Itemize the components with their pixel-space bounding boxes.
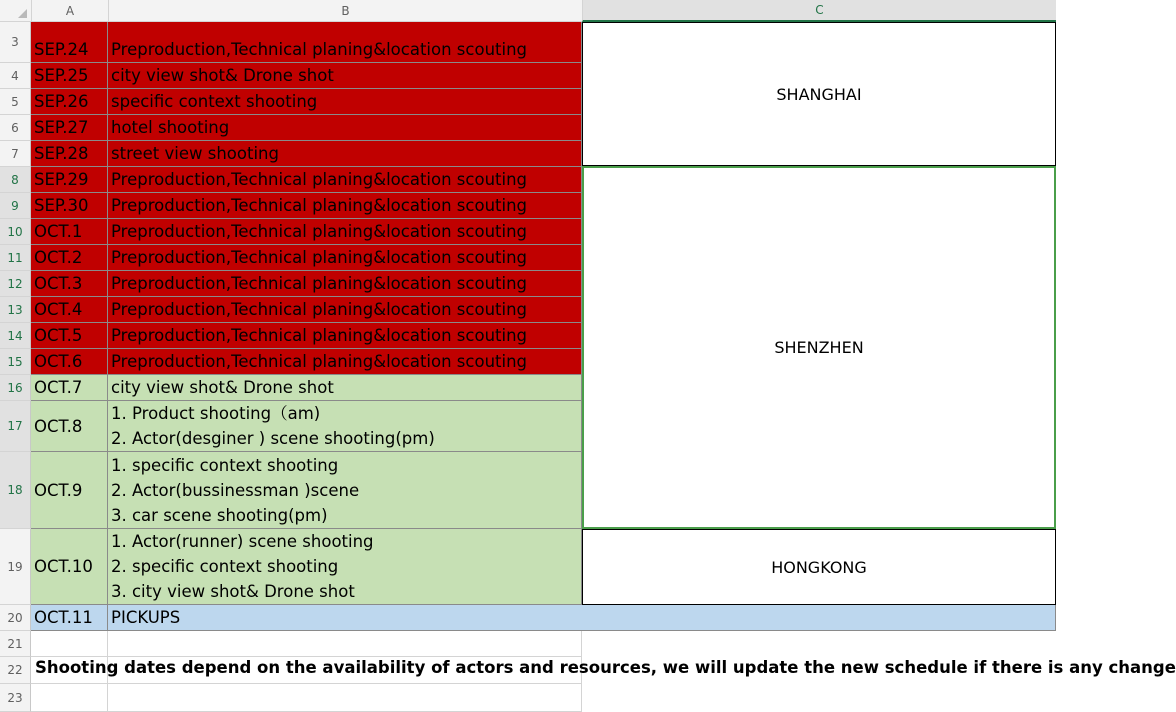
activity-line: 2. Actor(desginer ) scene shooting(pm) — [111, 429, 435, 448]
select-all-corner[interactable] — [0, 0, 31, 22]
date-cell[interactable] — [31, 401, 108, 452]
date-label: OCT.8 — [34, 416, 83, 436]
activity-cell[interactable] — [108, 529, 582, 605]
activity-cell[interactable] — [108, 219, 582, 245]
activity-line: street view shooting — [111, 144, 279, 163]
activity-cell[interactable] — [108, 401, 582, 452]
date-cell[interactable] — [31, 245, 108, 271]
activity-line: Preproduction,Technical planing&location scouting — [111, 248, 528, 267]
date-label: OCT.4 — [34, 300, 83, 319]
activity-cell[interactable] — [108, 375, 582, 401]
date-cell[interactable] — [31, 452, 108, 529]
city-label: SHANGHAI — [776, 84, 862, 104]
date-cell[interactable] — [31, 605, 108, 631]
date-label: OCT.2 — [34, 248, 83, 267]
date-label: SEP.26 — [34, 92, 89, 111]
date-label: OCT.9 — [34, 480, 83, 500]
activity-line: Preproduction,Technical planing&location scouting — [111, 170, 528, 189]
row-header-21[interactable]: 21 — [0, 631, 31, 657]
cell-b23[interactable] — [108, 684, 582, 712]
activity-cell[interactable] — [108, 323, 582, 349]
row-header-12[interactable]: 12 — [0, 271, 31, 297]
activity-line: city view shot& Drone shot — [111, 66, 334, 85]
date-cell[interactable] — [31, 193, 108, 219]
date-cell[interactable] — [31, 375, 108, 401]
row-header-13[interactable]: 13 — [0, 297, 31, 323]
activity-line: hotel shooting — [111, 118, 230, 137]
activity-line: city view shot& Drone shot — [111, 378, 334, 397]
row-header-23[interactable]: 23 — [0, 684, 31, 712]
date-label: SEP.24 — [34, 40, 89, 59]
activity-line: 2. Actor(bussinessman )scene — [111, 481, 360, 500]
activity-line: Preproduction,Technical planing&location scouting — [111, 274, 528, 293]
activity-cell[interactable] — [108, 115, 582, 141]
cell-b21[interactable] — [108, 631, 582, 657]
activity-line: 1. Product shooting（am) — [111, 404, 321, 423]
activity-cell[interactable] — [108, 452, 582, 529]
row-header-22[interactable]: 22 — [0, 657, 31, 684]
city-cell-shenzhen[interactable] — [582, 166, 1056, 529]
activity-line: Preproduction,Technical planing&location scouting — [111, 196, 528, 215]
activity-cell[interactable] — [108, 271, 582, 297]
activity-line: specific context shooting — [111, 92, 318, 111]
city-cell-hongkong[interactable] — [582, 529, 1056, 605]
date-label: SEP.25 — [34, 66, 89, 85]
activity-line: Preproduction,Technical planing&location scouting — [111, 222, 528, 241]
date-label: OCT.3 — [34, 274, 83, 293]
row-header-4[interactable]: 4 — [0, 63, 31, 89]
date-cell[interactable] — [31, 297, 108, 323]
city-cell-shanghai[interactable] — [582, 22, 1056, 166]
activity-line: 3. car scene shooting(pm) — [111, 506, 328, 525]
date-label: OCT.1 — [34, 222, 83, 241]
date-cell[interactable] — [31, 167, 108, 193]
activity-cell[interactable] — [108, 297, 582, 323]
date-cell[interactable] — [31, 141, 108, 167]
row-header-18[interactable]: 18 — [0, 452, 31, 529]
date-cell[interactable] — [31, 349, 108, 375]
schedule-note: Shooting dates depend on the availability of actors and resources, we will update the new schedule if there is any change — [35, 658, 1176, 677]
date-cell[interactable] — [31, 529, 108, 605]
select-all-triangle-icon — [18, 9, 27, 18]
date-cell[interactable] — [31, 219, 108, 245]
column-header-b[interactable]: B — [108, 0, 582, 22]
activity-line: 1. Actor(runner) scene shooting — [111, 532, 374, 551]
date-label: OCT.5 — [34, 326, 83, 345]
activity-cell[interactable] — [108, 605, 1056, 631]
activity-cell[interactable] — [108, 245, 582, 271]
date-label: SEP.27 — [34, 118, 89, 137]
date-label: SEP.28 — [34, 144, 89, 163]
activity-line: 3. city view shot& Drone shot — [111, 582, 355, 601]
row-header-15[interactable]: 15 — [0, 349, 31, 375]
row-header-9[interactable]: 9 — [0, 193, 31, 219]
row-header-5[interactable]: 5 — [0, 89, 31, 115]
row-header-16[interactable]: 16 — [0, 375, 31, 401]
activity-line: 2. specific context shooting — [111, 557, 339, 576]
row-header-6[interactable]: 6 — [0, 115, 31, 141]
date-label: OCT.10 — [34, 557, 93, 576]
activity-line: Preproduction,Technical planing&location scouting — [111, 40, 528, 59]
date-cell[interactable] — [31, 63, 108, 89]
date-label: SEP.30 — [34, 196, 89, 215]
activity-line: PICKUPS — [111, 608, 181, 627]
date-cell[interactable] — [31, 89, 108, 115]
date-label: OCT.11 — [34, 608, 93, 627]
row-header-14[interactable]: 14 — [0, 323, 31, 349]
cell-a21[interactable] — [31, 631, 108, 657]
date-label: OCT.7 — [34, 378, 83, 397]
city-label: HONGKONG — [771, 557, 867, 577]
date-label: SEP.29 — [34, 170, 89, 189]
column-header-c[interactable]: C — [582, 0, 1056, 22]
row-header-17[interactable]: 17 — [0, 401, 31, 452]
row-header-7[interactable]: 7 — [0, 141, 31, 167]
row-header-19[interactable]: 19 — [0, 529, 31, 605]
activity-line: Preproduction,Technical planing&location scouting — [111, 326, 528, 345]
cell-a23[interactable] — [31, 684, 108, 712]
row-header-11[interactable]: 11 — [0, 245, 31, 271]
column-header-a[interactable]: A — [31, 0, 108, 22]
row-header-8[interactable]: 8 — [0, 167, 31, 193]
activity-cell[interactable] — [108, 89, 582, 115]
date-cell[interactable] — [31, 115, 108, 141]
date-cell[interactable] — [31, 271, 108, 297]
activity-cell[interactable] — [108, 63, 582, 89]
date-cell[interactable] — [31, 323, 108, 349]
activity-cell[interactable] — [108, 193, 582, 219]
city-label: SHENZHEN — [774, 338, 864, 357]
activity-cell[interactable] — [108, 141, 582, 167]
activity-line: Preproduction,Technical planing&location scouting — [111, 300, 528, 319]
activity-cell[interactable] — [108, 22, 582, 63]
row-header-10[interactable]: 10 — [0, 219, 31, 245]
activity-cell[interactable] — [108, 167, 582, 193]
date-cell[interactable] — [31, 22, 108, 63]
activity-line: 1. specific context shooting — [111, 456, 339, 475]
date-label: OCT.6 — [34, 352, 83, 371]
row-header-20[interactable]: 20 — [0, 605, 31, 631]
activity-cell[interactable] — [108, 349, 582, 375]
row-header-3[interactable]: 3 — [0, 22, 31, 63]
activity-line: Preproduction,Technical planing&location scouting — [111, 352, 528, 371]
